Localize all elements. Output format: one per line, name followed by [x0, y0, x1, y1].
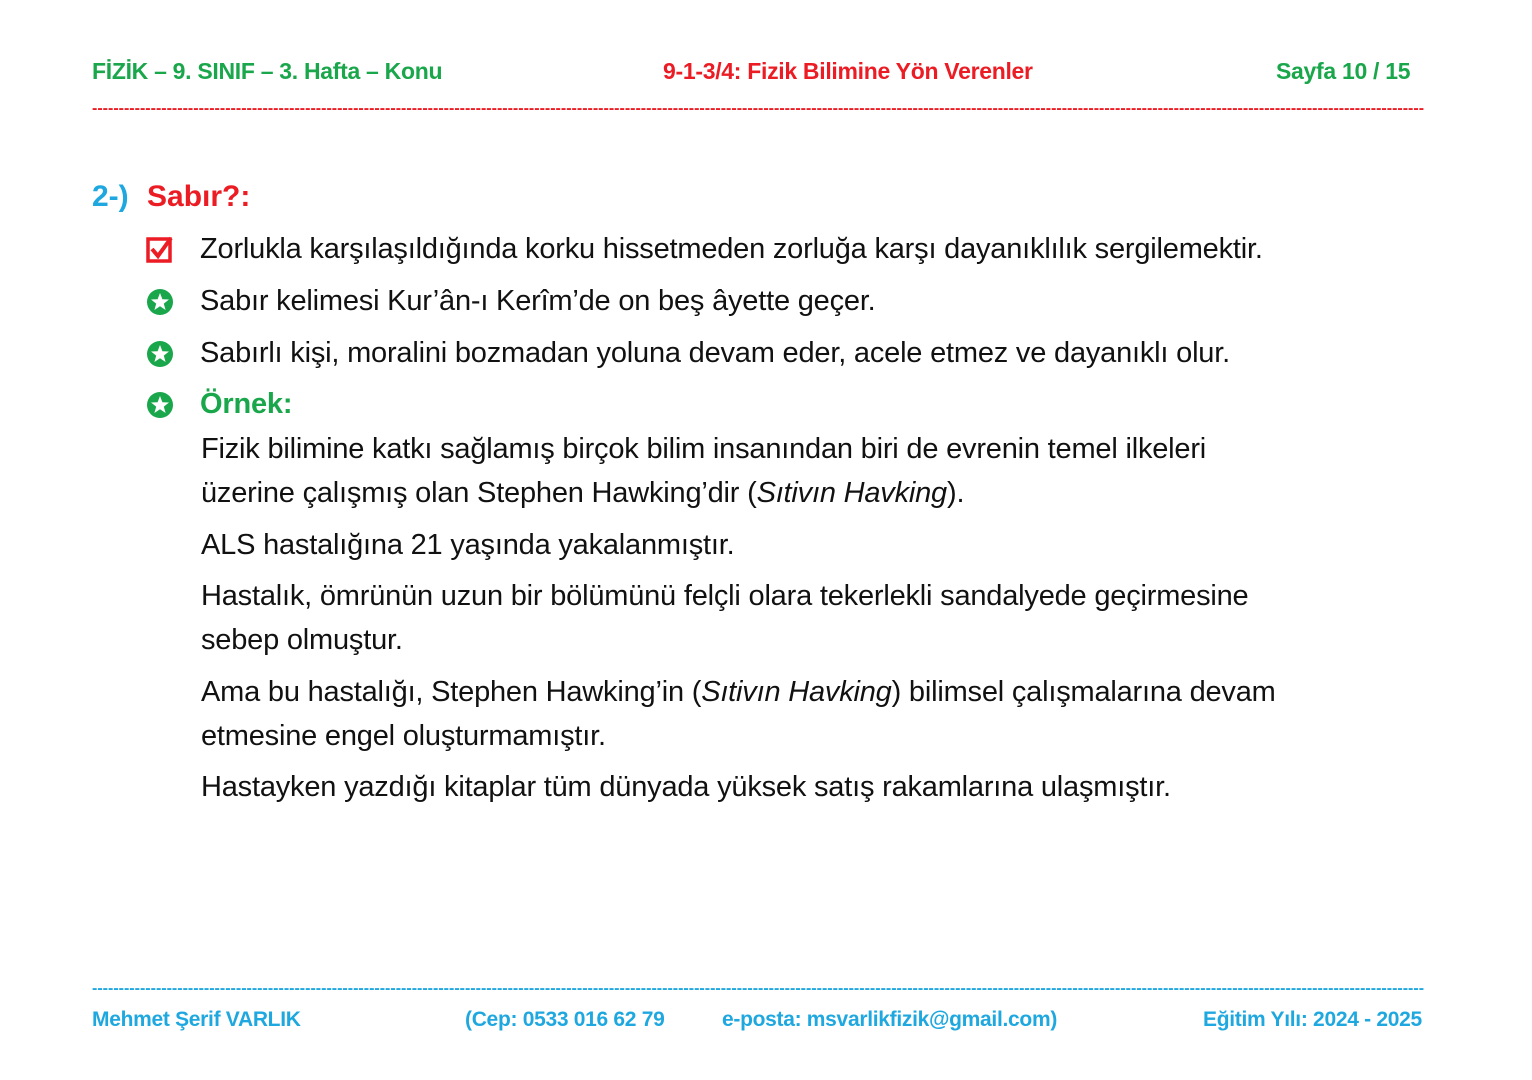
list-item — [146, 337, 1230, 370]
footer-author: Mehmet Şerif VARLIK — [92, 1008, 301, 1031]
text-line — [201, 670, 1276, 714]
header-divider: ---------------------------------------------------------------------------------------------------------------------------------------------------------------------------------------------------------------------------------------------------------- — [92, 104, 1425, 114]
footer-email: e-posta: msvarlikfizik@gmail.com) — [722, 1008, 1058, 1031]
example-paragraph-5: Hastayken yazdığı kitaplar tüm dünyada yüksek satış rakamlarına ulaşmıştır. — [201, 771, 1171, 803]
header-topic: 9-1-3/4: Fizik Bilimine Yön Verenler — [663, 58, 1033, 84]
text-line: etmesine engel oluşturmamıştır. — [201, 720, 606, 752]
footer-year: Eğitim Yılı: 2024 - 2025 — [1203, 1008, 1422, 1031]
section-heading: Sabır?: — [147, 180, 251, 213]
item-text: Sabırlı kişi, moralini bozmadan yoluna devam eder, acele etmez ve dayanıklı olur. — [200, 337, 1230, 369]
text-line: Hastalık, ömrünün uzun bir bölümünü felçli olara tekerlekli sandalyede geçirmesine — [201, 580, 1249, 612]
header-course: FİZİK – 9. SINIF – 3. Hafta – Konu — [92, 58, 443, 84]
list-item — [146, 285, 876, 318]
list-item — [146, 233, 1263, 266]
italic-text: Sıtivın Havking — [701, 676, 892, 708]
header-page-number: Sayfa 10 / 15 — [1276, 58, 1411, 84]
text: ) bilimsel çalışmalarına devam — [891, 676, 1276, 708]
section-number: 2-) — [92, 180, 129, 213]
example-paragraph-2: ALS hastalığına 21 yaşında yakalanmıştır. — [201, 529, 735, 561]
text-line: Fizik bilimine katkı sağlamış birçok bilim insanından biri de evrenin temel ilkeleri — [201, 433, 1207, 465]
star-icon — [146, 391, 174, 419]
text: ). — [946, 477, 965, 509]
example-paragraph-4 — [201, 670, 1276, 758]
item-text: Zorlukla karşılaşıldığında korku hissetmeden zorluğa karşı dayanıklılık sergilemektir. — [200, 233, 1263, 265]
footer-divider: ---------------------------------------------------------------------------------------------------------------------------------------------------------------------------------------------------------------------------------------------------------- — [92, 984, 1425, 994]
example-paragraph-3 — [201, 574, 1248, 662]
checkbox-icon — [146, 236, 174, 264]
star-icon — [146, 340, 174, 368]
list-item — [146, 388, 292, 421]
example-paragraph-1 — [201, 427, 1206, 515]
footer-phone: (Cep: 0533 016 62 79 — [465, 1008, 665, 1031]
example-heading: Örnek: — [200, 388, 293, 420]
text: Ama bu hastalığı, Stephen Hawking’in ( — [201, 676, 702, 708]
italic-text: Sıtivın Havking — [756, 477, 947, 509]
section-title — [92, 180, 250, 214]
text-line — [201, 471, 1206, 515]
star-icon — [146, 288, 174, 316]
item-text: Sabır kelimesi Kur’ân-ı Kerîm’de on beş âyette geçer. — [200, 285, 876, 317]
text: üzerine çalışmış olan Stephen Hawking’dir ( — [201, 477, 757, 509]
text-line: sebep olmuştur. — [201, 624, 403, 656]
